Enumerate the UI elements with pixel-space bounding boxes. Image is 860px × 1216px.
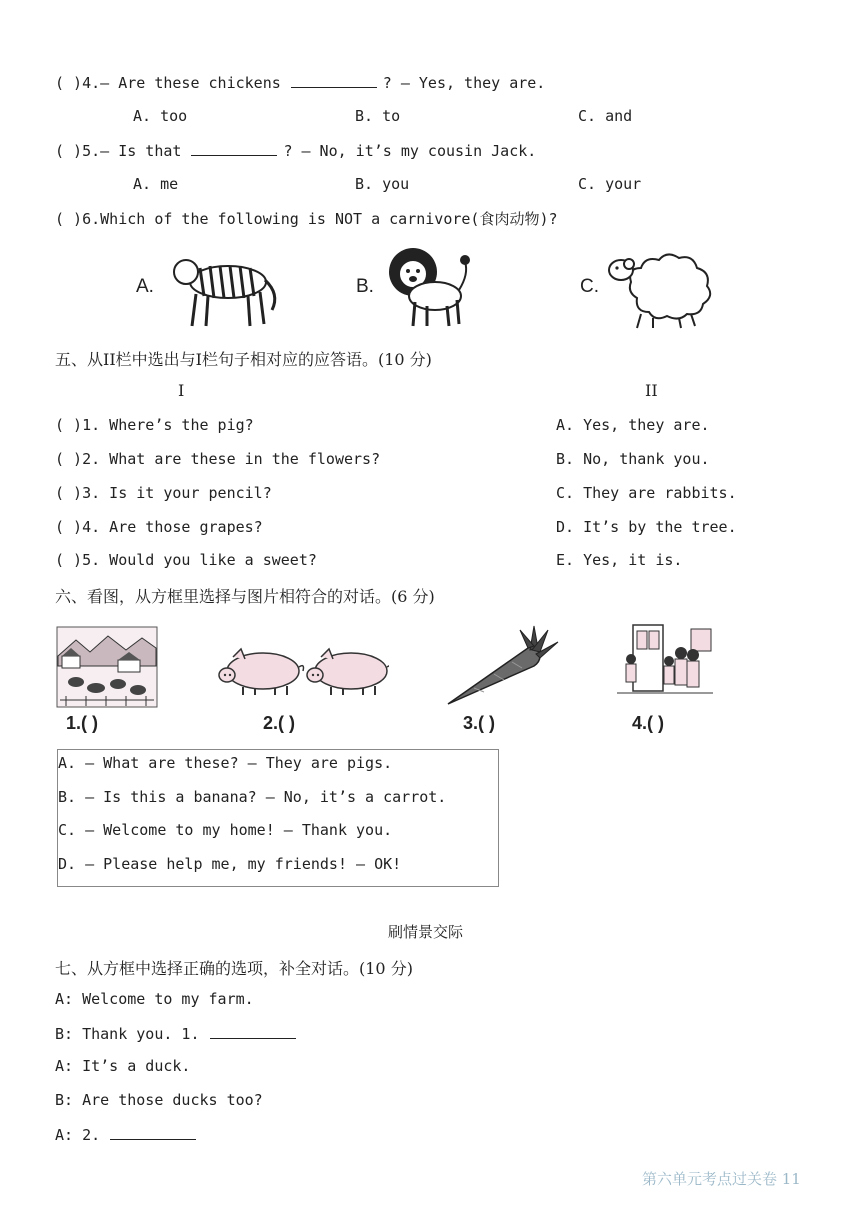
dialogue-line: A: Welcome to my farm.: [55, 990, 254, 1008]
sheep-icon: [607, 246, 719, 330]
q6-option-b: B.: [356, 276, 374, 297]
dialogue-option-c: C. — Welcome to my home! — Thank you.: [58, 821, 393, 839]
part5-question: ( )2. What are these in the flowers?: [55, 450, 381, 468]
section-heading: 刷情景交际: [388, 923, 464, 941]
tiger-icon: [168, 244, 283, 330]
q4-option-a: A. too: [133, 107, 188, 125]
q4-option-b: B. to: [355, 107, 401, 125]
part5-question: ( )1. Where’s the pig?: [55, 416, 254, 434]
dialogue-line: B: Are those ducks too?: [55, 1091, 263, 1109]
part5-answer: C. They are rabbits.: [556, 484, 737, 502]
answer-paren[interactable]: ( ): [55, 74, 83, 92]
q4-text-b: ? — Yes, they are.: [382, 74, 546, 92]
lion-icon: [385, 244, 480, 330]
q4-line: [55, 73, 545, 92]
part5-col1-header: I: [178, 381, 185, 400]
dialogue-line: A: 2.: [55, 1125, 202, 1144]
family-at-door-icon: [617, 623, 713, 705]
q6-option-a: A.: [136, 276, 154, 297]
answer-paren[interactable]: ( ): [55, 518, 83, 536]
q5-option-c: C. your: [578, 175, 642, 193]
q5-text-a: 5.— Is that: [82, 142, 182, 160]
picture-2-label[interactable]: 2.( ): [263, 713, 296, 733]
q5-option-b: B. you: [355, 175, 410, 193]
picture-1-label[interactable]: 1.( ): [66, 713, 99, 733]
q4-option-c: C. and: [578, 107, 633, 125]
q5-text-b: ? — No, it’s my cousin Jack.: [283, 142, 537, 160]
part5-answer: A. Yes, they are.: [556, 416, 710, 434]
q5-option-a: A. me: [133, 175, 179, 193]
part5-col2-header: II: [645, 381, 658, 400]
answer-paren[interactable]: ( ): [55, 484, 83, 502]
part5-question: ( )5. Would you like a sweet?: [55, 551, 317, 569]
dialogue-line: A: It’s a duck.: [55, 1057, 191, 1075]
answer-paren[interactable]: ( ): [55, 450, 83, 468]
dialogue-option-d: D. — Please help me, my friends! — OK!: [58, 855, 402, 873]
dialogue-blank-1[interactable]: [210, 1024, 296, 1039]
dialogue-option-a: A. — What are these? — They are pigs.: [58, 754, 393, 772]
pigs-icon: [213, 645, 389, 697]
farm-scene-icon: [56, 626, 158, 708]
picture-3-label[interactable]: 3.( ): [463, 713, 496, 733]
picture-4-label[interactable]: 4.( ): [632, 713, 665, 733]
q4-blank[interactable]: [291, 73, 377, 88]
carrot-icon: [444, 622, 560, 708]
part6-title: 六、看图，从方框里选择与图片相符合的对话。(6 分): [55, 587, 435, 606]
answer-paren[interactable]: ( ): [55, 142, 83, 160]
answer-paren[interactable]: ( ): [55, 416, 83, 434]
q6-line: [55, 208, 558, 229]
dialogue-option-b: B. — Is this a banana? — No, it’s a carrot.: [58, 788, 447, 806]
dialogue-line: B: Thank you. 1.: [55, 1024, 302, 1043]
part5-question: ( )4. Are those grapes?: [55, 518, 263, 536]
q5-line: [55, 141, 536, 160]
part5-title: 五、从II栏中选出与I栏句子相对应的应答语。(10 分): [55, 350, 432, 369]
answer-paren[interactable]: ( ): [55, 551, 83, 569]
answer-paren[interactable]: ( ): [55, 210, 83, 228]
part5-answer: E. Yes, it is.: [556, 551, 683, 569]
part5-answer: B. No, thank you.: [556, 450, 710, 468]
q6-text: 6.Which of the following is NOT a carnivore(食肉动物)?: [82, 210, 558, 228]
part5-question: ( )3. Is it your pencil?: [55, 484, 272, 502]
q4-text-a: 4.— Are these chickens: [82, 74, 281, 92]
q6-option-c: C.: [580, 276, 599, 297]
page-footer: 第六单元考点过关卷 11: [642, 1170, 801, 1188]
part5-answer: D. It’s by the tree.: [556, 518, 737, 536]
q5-blank[interactable]: [191, 141, 277, 156]
dialogue-blank-2[interactable]: [110, 1125, 196, 1140]
part7-title: 七、从方框中选择正确的选项，补全对话。(10 分): [55, 959, 413, 978]
